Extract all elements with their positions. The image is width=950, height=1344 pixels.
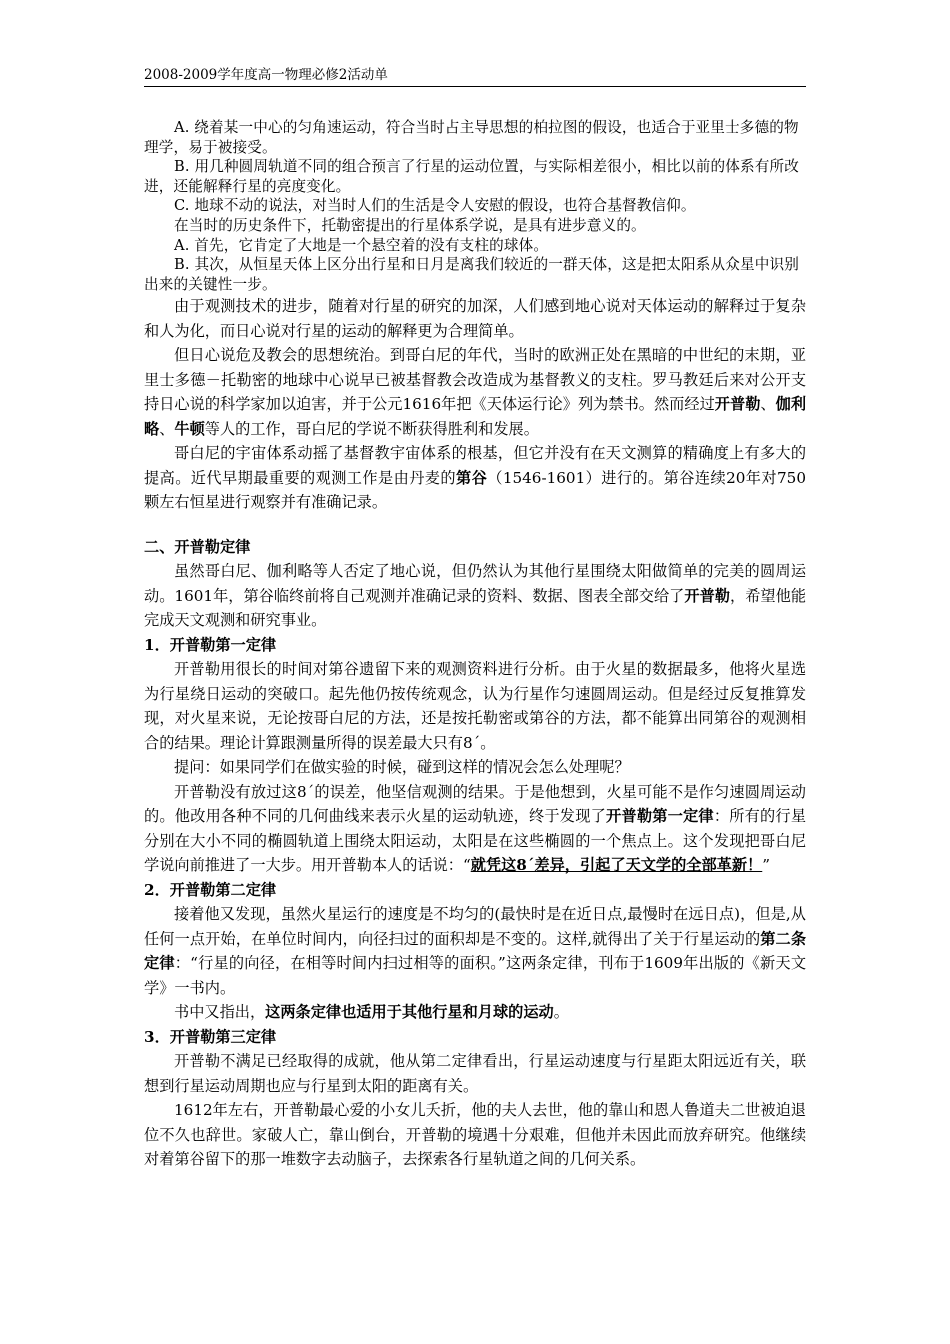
choice-item: B. 用几种圆周轨道不同的组合预言了行星的运动位置，与实际相差很小，相比以前的体系有所改进，还能解释行星的亮度变化。 [144,158,799,195]
paragraph [144,559,806,633]
bold-name: 开普勒 [714,395,761,414]
paragraph [144,1000,806,1025]
header-divider [144,86,806,87]
paragraph: 1612年左右，开普勒最心爱的小女儿夭折，他的夫人去世，他的靠山和恩人鲁道夫二世被迫退位不久也辞世。家破人亡，靠山倒台，开普勒的境遇十分艰难，但他并未因此而放弃研究。他继续对着第谷留下的那一堆数字去动脑子，去探索各行星轨道之间的几何关系。 [144,1101,806,1169]
subsection-heading: 3．开普勒第三定律 [144,1027,277,1046]
text: 但日心说危及教会的思想统治。到哥白尼的年代，当时的欧洲正处在黑暗的中世纪的末期，亚里士多德－托勒密的地球中心说早已被基督教会改造成为基督教义的支柱。罗马教廷后来对公开支持日心说的科学家加以迫害，并于公元1616年把《天体运行论》列为禁书。然而经过 [144,346,806,414]
text: ：所有的行星分别在大小不同的椭圆轨道上围绕太阳运动，太阳是在这些椭圆的一个焦点上。这个发现把哥白尼学说向前推进了一大步。用开普勒本人的话说：“ [144,807,807,875]
text: 、 [159,419,175,438]
bold-name: 第谷 [456,468,488,487]
paragraph [144,343,806,441]
text: 开普勒没有放过这8´的误差，他坚信观测的结果。于是他想到，火星可能不是作匀速圆周运动的。他改用各种不同的几何曲线来表示火星的运动轨迹，终于发现了 [144,782,806,826]
choice-item: B. 其次，从恒星天体上区分出行星和日月是离我们较近的一群天体，这是把太阳系从众星中识别出来的关键性一步。 [144,256,799,293]
text: 等人的工作，哥白尼的学说不断获得胜利和发展。 [204,419,539,438]
law-name: 开普勒第一定律 [606,807,714,826]
subsection-heading: 1．开普勒第一定律 [144,635,277,654]
text: 接着他又发现，虽然火星运行的速度是不均匀的(最快时是在近日点,最慢时在远日点)，但是,从任何一点开始，在单位时间内，向径扫过的面积却是不变的。这样,就得出了关于行星运动的 [144,905,806,948]
text: ：“行星的向径，在相等时间内扫过相等的面积。”这两条定律，刊布于1609年出版的《新天文学》一书内。 [144,954,807,997]
paragraph [144,441,806,515]
paragraph: 开普勒不满足已经取得的成就，他从第二定律看出，行星运动速度与行星距太阳远近有关，联想到行星运动周期也应与行星到太阳的距离有关。 [144,1052,806,1095]
text: 、 [760,395,776,414]
text: （1546-1601）进行的。第谷连续20年对750颗左右恒星进行观察并有准确记录。 [144,468,807,512]
bold-name: 开普勒 [684,586,731,605]
choice-item: 在当时的历史条件下，托勒密提出的行星体系学说，是具有进步意义的。 [174,216,646,234]
section-heading: 二、开普勒定律 [144,537,251,556]
law-name: 第二条定律 [144,929,807,973]
text: 哥白尼的宇宙体系动摇了基督教宇宙体系的根基，但它并没有在天文测算的精确度上有多大的提高。近代早期最重要的观测工作是由丹麦的 [144,444,806,487]
text: ，希望他能完成天文观测和研究事业。 [144,586,807,630]
kepler-quote: 就凭这8´差异，引起了天文学的全部革新！ [470,856,763,875]
choice-list [144,118,806,294]
paragraph: 开普勒用很长的时间对第谷遗留下来的观测资料进行分析。由于火星的数据最多，他将火星选为行星绕日运动的突破口。起先他仍按传统观念，认为行星作匀速圆周运动。但是经过反复推算发现，对火星来说，无论按哥白尼的方法，还是按托勒密或第谷的方法，都不能算出同第谷的观测相合的结果。理论计算跟测量所得的误差最大只有8´。 [144,660,806,752]
text: 。 [553,1003,569,1022]
text: 虽然哥白尼、伽利略等人否定了地心说，但仍然认为其他行星围绕太阳做简单的完美的圆周运动。1601年，第谷临终前将自己观测并准确记录的资料、数据、图表全部交给了 [144,562,806,605]
paragraph: 由于观测技术的进步，随着对行星的研究的加深，人们感到地心说对天体运动的解释过于复杂和人为化，而日心说对行星的运动的解释更为合理简单。 [144,297,806,340]
paragraph [144,780,806,878]
paragraph [144,902,806,1000]
document-body [144,118,806,1172]
text: 书中又指出， [174,1003,266,1022]
bold-name: 牛顿 [174,419,205,438]
subsection-heading: 2．开普勒第二定律 [144,880,277,899]
emphasis: 这两条定律也适用于其他行星和月球的运动 [265,1003,554,1022]
choice-item: C. 地球不动的说法，对当时人们的生活是令人安慰的假设，也符合基督教信仰。 [174,197,696,215]
text: ” [762,856,771,875]
page-header: 2008-2009学年度高一物理必修2活动单 [144,67,388,83]
bold-name: 伽利略 [144,395,807,438]
choice-item: A. 首先，它肯定了大地是一个悬空着的没有支柱的球体。 [174,236,549,254]
choice-item: A. 绕着某一中心的匀角速运动，符合当时占主导思想的柏拉图的假设，也适合于亚里士多德的物理学，易于被接受。 [144,119,799,156]
question-paragraph: 提问：如果同学们在做实验的时候，碰到这样的情况会怎么处理呢？ [174,758,630,777]
